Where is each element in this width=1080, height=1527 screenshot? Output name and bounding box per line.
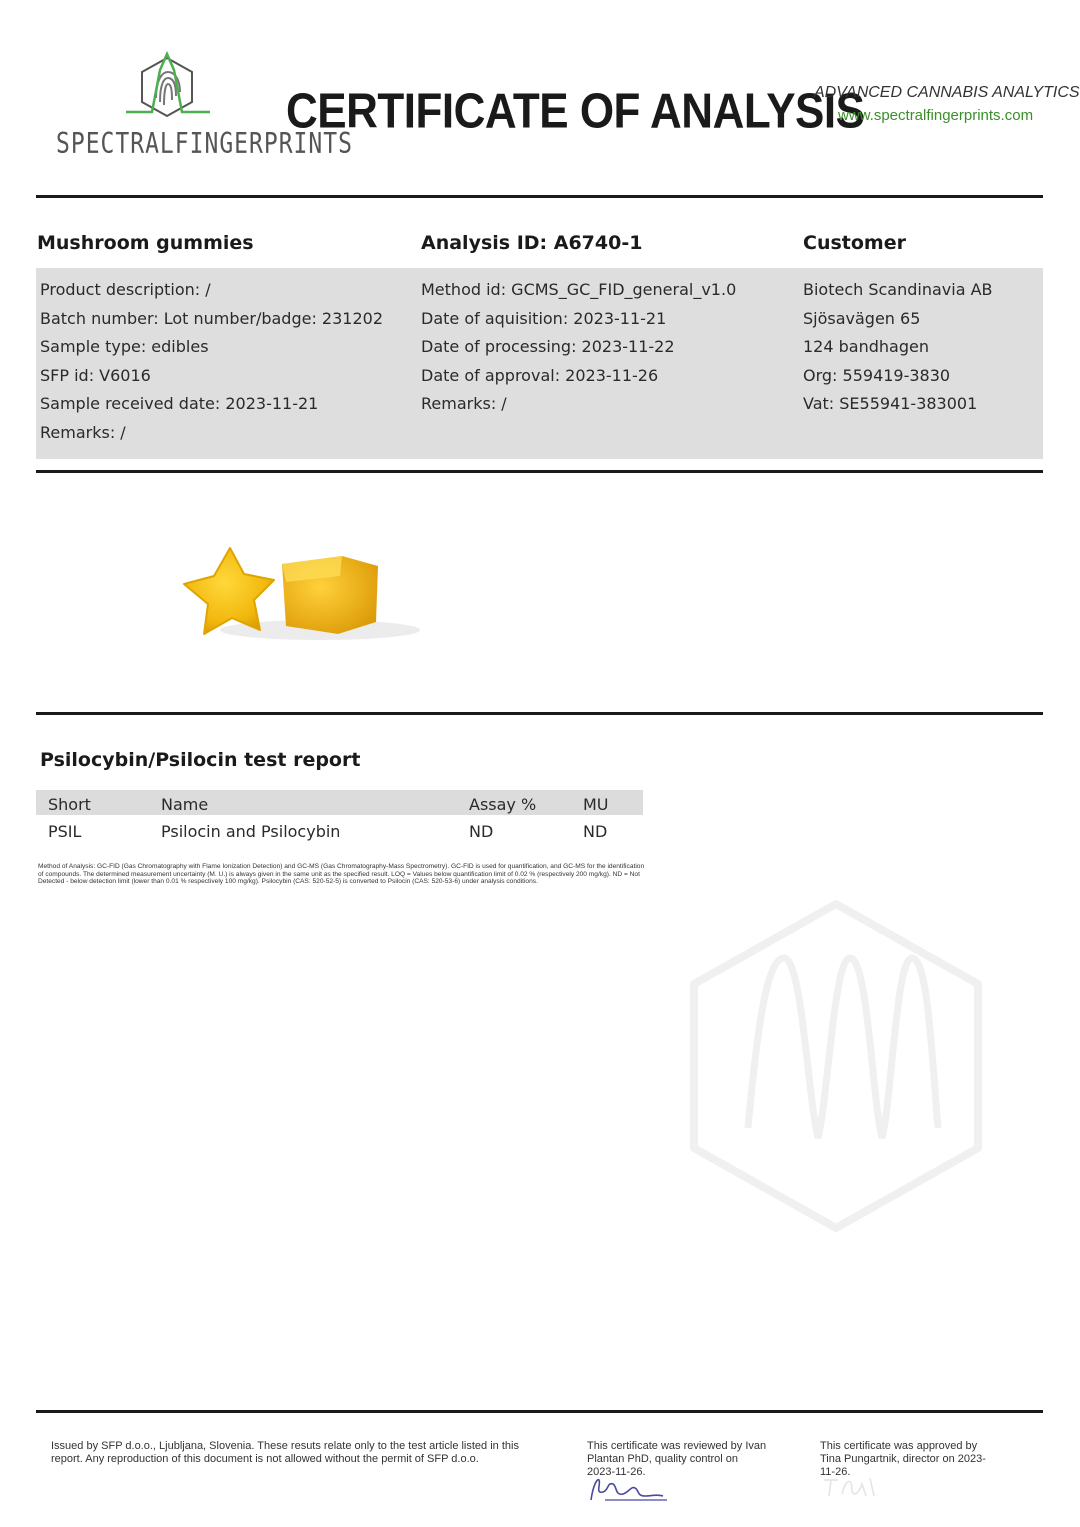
cell-mu: ND — [583, 822, 608, 841]
customer-heading: Customer — [803, 232, 906, 254]
cell-short: PSIL — [48, 822, 82, 841]
customer-city: 124 bandhagen — [803, 337, 929, 357]
method-id: Method id: GCMS_GC_FID_general_v1.0 — [421, 280, 737, 299]
analysis-details — [421, 276, 736, 419]
column-header-short: Short — [48, 795, 91, 814]
issued-statement: Issued by SFP d.o.o., Ljubljana, Slovenia. These resuts relate only to the test article listed in this report. Any reproduction of this document is not allowed without the permit of SFP d.o.o. — [51, 1440, 519, 1465]
customer-vat: Vat: SE55941-383001 — [803, 394, 978, 414]
company-website-link[interactable]: www.spectralfingerprints.com — [838, 107, 1034, 124]
cell-name: Psilocin and Psilocybin — [161, 822, 341, 841]
column-header-mu: MU — [583, 795, 609, 814]
watermark-logo-icon — [688, 898, 984, 1232]
product-description: Product description: / — [40, 280, 211, 299]
report-title: Psilocybin/Psilocin test report — [40, 749, 361, 771]
company-logo — [52, 50, 353, 161]
column-header-assay: Assay % — [469, 795, 537, 814]
date-of-approval: Date of approval: 2023-11-26 — [421, 365, 659, 385]
sfp-id: SFP id: V6016 — [40, 365, 151, 385]
customer-org: Org: 559419-3830 — [803, 365, 951, 385]
cell-assay: ND — [469, 822, 494, 841]
sample-received-date: Sample received date: 2023-11-21 — [40, 394, 319, 414]
date-of-processing: Date of processing: 2023-11-22 — [421, 337, 675, 357]
customer-street: Sjösavägen 65 — [803, 308, 921, 328]
analysis-id: Analysis ID: A6740-1 — [421, 232, 643, 254]
sample-type: Sample type: edibles — [40, 337, 209, 357]
table-row — [36, 818, 643, 846]
approver-signature — [818, 1470, 888, 1500]
info-divider — [36, 470, 1043, 473]
results-table-header — [36, 790, 643, 815]
reviewer-signature — [585, 1474, 675, 1504]
approved-statement: This certificate was approved by Tina Pungartnik, director on 2023-11-26. — [820, 1440, 986, 1478]
product-remarks: Remarks: / — [40, 422, 126, 442]
product-details — [40, 276, 383, 448]
footer-divider — [36, 1410, 1043, 1413]
method-note: Method of Analysis: GC-FID (Gas Chromatography with Flame Ionization Detection) and GC-MS (Gas Chromatography-Mass Spectrometry). GC-FID is used for quantification, and GC-MS for the identification of compounds. The determined measurement uncertainty (M. U.) is always given in the same unit as the specified result. LOQ = Values below quantification limit of 0.02 % (respectively 200 mg/kg). ND = Not Detected - below detection limit (lower than 0.01 % respectively 100 mg/kg). Psilocybin (CAS: 520-52-5) is converted to Psilocin (CAS: 520-53-6) under analysis conditions. — [38, 863, 645, 886]
header-divider — [36, 195, 1043, 198]
photo-divider — [36, 712, 1043, 715]
batch-number: Batch number: Lot number/badge: 231202 — [40, 308, 384, 328]
date-of-acquisition: Date of aquisition: 2023-11-21 — [421, 308, 667, 328]
document-title: CERTIFICATE OF ANALYSIS — [286, 84, 865, 139]
column-header-name: Name — [161, 795, 209, 814]
logo-wordmark: SPECTRALFINGERPRINTS — [56, 128, 353, 161]
product-name: Mushroom gummies — [37, 232, 254, 254]
company-tagline: ADVANCED CANNABIS ANALYTICS — [814, 84, 1080, 101]
product-photo — [170, 530, 430, 660]
reviewed-statement: This certificate was reviewed by Ivan Plantan PhD, quality control on 2023-11-26. — [587, 1440, 767, 1478]
analysis-remarks: Remarks: / — [421, 394, 507, 414]
customer-name: Biotech Scandinavia AB — [803, 280, 993, 299]
customer-details — [803, 276, 993, 419]
fingerprint-logo-icon — [112, 50, 262, 125]
